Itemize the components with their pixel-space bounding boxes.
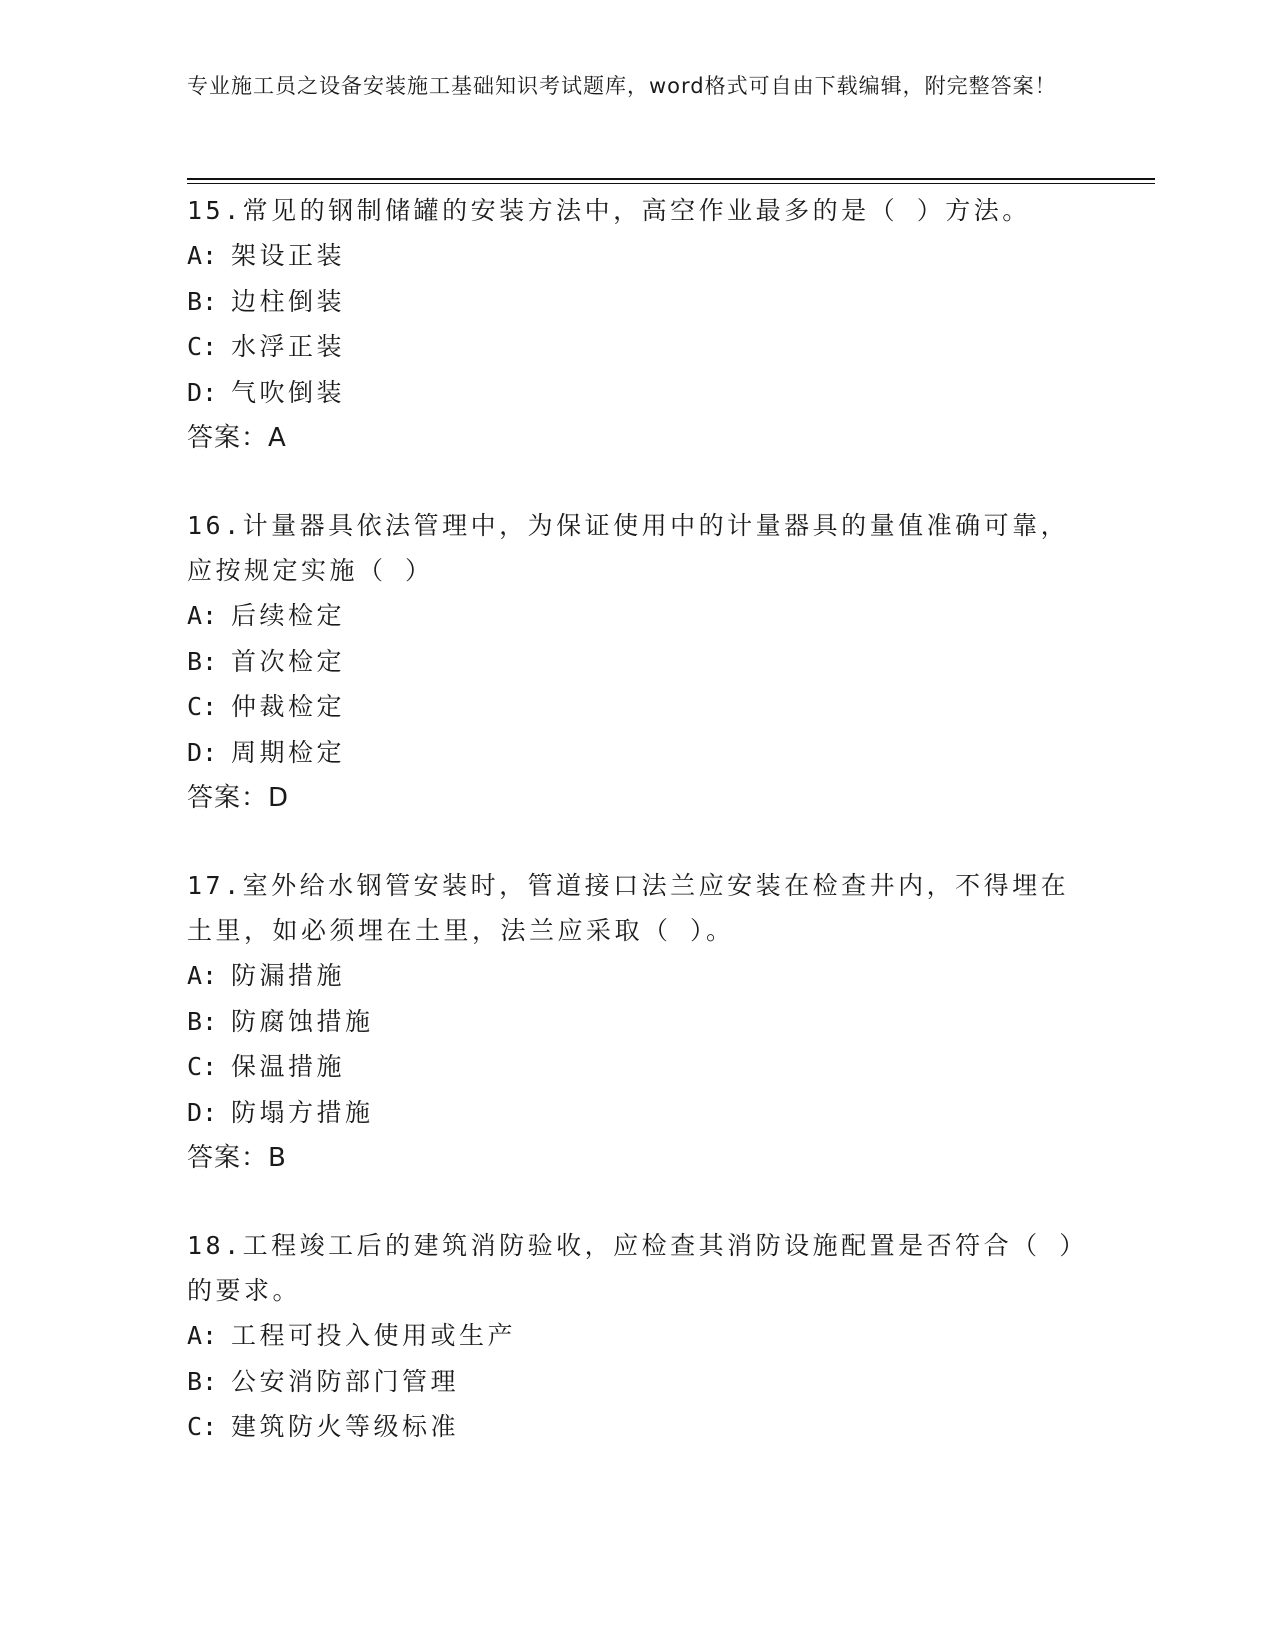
option-key: D: [187,737,218,767]
option-text: 防漏措施 [231,961,346,990]
option-d [187,1090,1087,1136]
option-key: C: [187,692,218,721]
option-text: 仲裁检定 [231,692,346,721]
option-text: 建筑防火等级标准 [231,1412,460,1441]
option-a [187,1313,1087,1359]
option-a [187,953,1087,999]
option-b [187,999,1087,1045]
option-d [187,730,1087,776]
option-c [187,1044,1087,1090]
option-text: 防腐蚀措施 [231,1006,374,1036]
question-16 [187,503,1087,821]
question-17 [187,863,1087,1181]
option-text: 边柱倒装 [231,286,346,316]
question-stem: 16.计量器具依法管理中，为保证使用中的计量器具的量值准确可靠，应按规定实施（ ） [187,511,1070,585]
option-key: B: [187,646,218,676]
question-18 [187,1223,1087,1450]
option-key: D: [187,377,218,407]
option-key: A: [187,961,218,990]
answer-line: 答案：A [187,423,287,453]
option-key: C: [187,1052,218,1081]
option-key: B: [187,1366,218,1396]
option-d [187,370,1087,416]
option-text: 工程可投入使用或生产 [231,1321,517,1350]
option-text: 防塌方措施 [231,1097,374,1127]
question-list [187,188,1087,1492]
answer-line: 答案：D [187,783,290,813]
option-b [187,639,1087,685]
option-c [187,1404,1087,1450]
option-text: 架设正装 [231,241,346,270]
option-c [187,684,1087,730]
question-stem: 18.工程竣工后的建筑消防验收，应检查其消防设施配置是否符合（ ）的要求。 [187,1231,1076,1305]
option-key: C: [187,332,218,361]
option-key: B: [187,286,218,316]
document-header: 专业施工员之设备安装施工基础知识考试题库，word格式可自由下载编辑，附完整答案！ [187,74,1057,98]
option-text: 公安消防部门管理 [231,1366,460,1396]
option-key: A: [187,241,218,270]
option-c [187,324,1087,370]
option-text: 水浮正装 [231,332,346,361]
option-key: A: [187,601,218,630]
question-15 [187,188,1087,461]
option-text: 保温措施 [231,1052,346,1081]
option-key: A: [187,1321,218,1350]
option-key: B: [187,1006,218,1036]
option-key: C: [187,1412,218,1441]
question-stem: 17.室外给水钢管安装时，管道接口法兰应安装在检查井内，不得埋在土里，如必须埋在土里，法兰应采取（ ）。 [187,871,1070,945]
option-key: D: [187,1097,218,1127]
option-a [187,593,1087,639]
option-b [187,1359,1087,1405]
question-stem: 15.常见的钢制储罐的安装方法中，高空作业最多的是（ ）方法。 [187,196,1031,225]
option-text: 后续检定 [231,601,346,630]
option-text: 气吹倒装 [231,377,346,407]
option-text: 周期检定 [231,737,346,767]
option-a [187,233,1087,279]
header-divider-thin [187,183,1155,184]
option-b [187,279,1087,325]
option-text: 首次检定 [231,646,346,676]
header-divider-thick [187,178,1155,180]
answer-line: 答案：B [187,1143,287,1173]
